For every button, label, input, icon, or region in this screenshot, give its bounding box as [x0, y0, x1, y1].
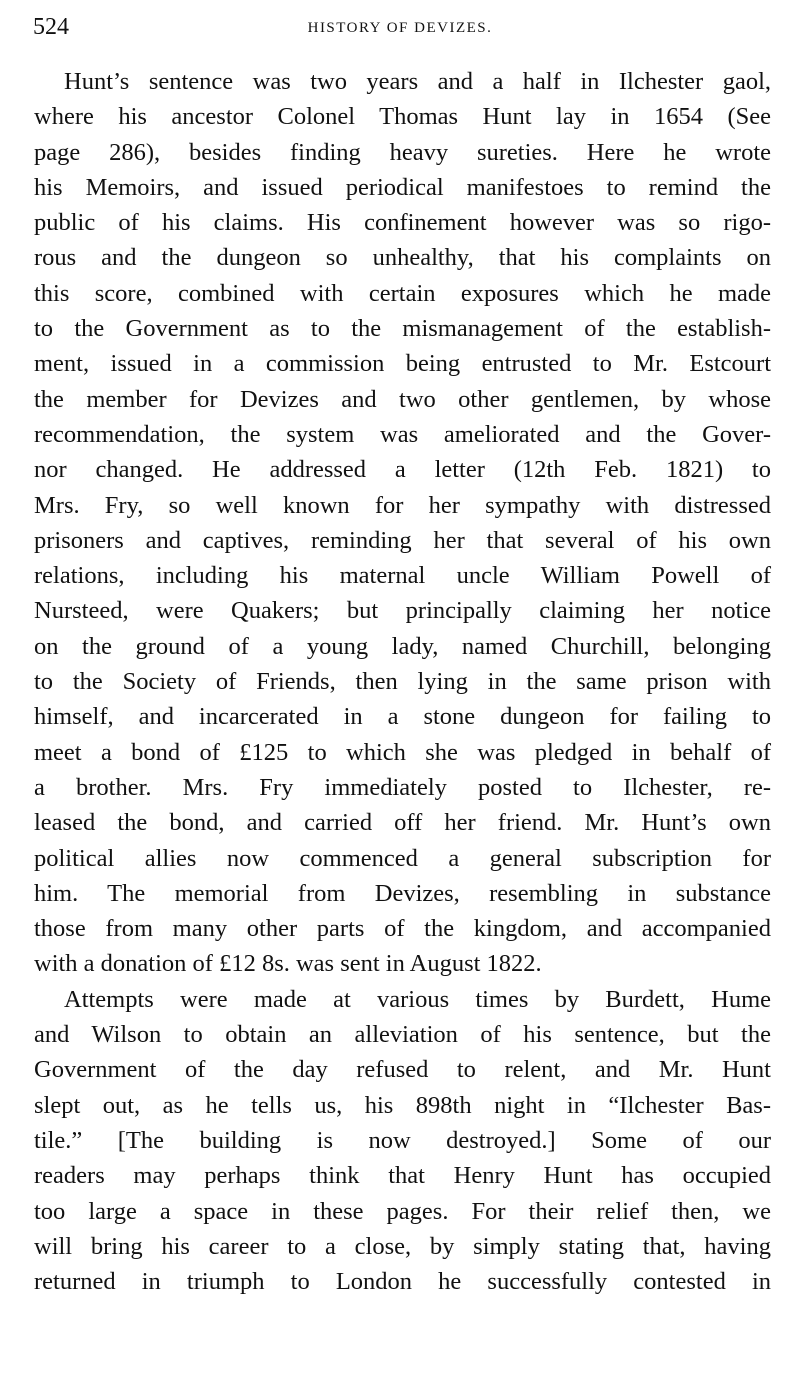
text-line: returned in triumph to London he successfully contested in	[34, 1268, 771, 1296]
text-line: on the ground of a young lady, named Churchill, belonging	[34, 632, 771, 660]
text-line: public of his claims. His confinement however was so rigo-	[34, 209, 771, 237]
text-line: the member for Devizes and two other gentlemen, by whose	[34, 385, 771, 413]
text-line: Nursteed, were Quakers; but principally claiming her notice	[34, 597, 771, 625]
text-line: relations, including his maternal uncle William Powell of	[34, 562, 771, 590]
text-line: to the Society of Friends, then lying in the same prison with	[34, 668, 771, 696]
text-line: will bring his career to a close, by simply stating that, having	[34, 1232, 771, 1260]
text-line: too large a space in these pages. For their relief then, we	[34, 1197, 771, 1225]
text-line: those from many other parts of the kingdom, and accompanied	[34, 915, 771, 943]
page-number: 524	[33, 14, 69, 40]
text-line: rous and the dungeon so unhealthy, that his complaints on	[34, 244, 771, 272]
text-line: readers may perhaps think that Henry Hunt has occupied	[34, 1162, 771, 1190]
page-body	[34, 64, 771, 1299]
text-line: to the Government as to the mismanagement of the establish-	[34, 315, 771, 343]
text-line: him. The memorial from Devizes, resembling in substance	[34, 879, 771, 907]
text-line: Government of the day refused to relent, and Mr. Hunt	[34, 1056, 771, 1084]
text-line: himself, and incarcerated in a stone dungeon for failing to	[34, 703, 771, 731]
text-line: Attempts were made at various times by Burdett, Hume	[64, 985, 771, 1013]
text-line: and Wilson to obtain an alleviation of his sentence, but the	[34, 1021, 771, 1049]
text-line: prisoners and captives, reminding her that several of his own	[34, 526, 771, 554]
text-line: nor changed. He addressed a letter (12th Feb. 1821) to	[34, 456, 771, 484]
text-line: this score, combined with certain exposures which he made	[34, 279, 771, 307]
text-line: Hunt’s sentence was two years and a half in Ilchester gaol,	[64, 68, 771, 95]
text-line: meet a bond of £125 to which she was pledged in behalf of	[34, 738, 771, 766]
text-line: where his ancestor Colonel Thomas Hunt lay in 1654 (See	[34, 103, 771, 131]
text-line: recommendation, the system was ameliorated and the Gover-	[34, 420, 771, 448]
text-line: leased the bond, and carried off her friend. Mr. Hunt’s own	[34, 809, 771, 837]
paragraph	[34, 64, 771, 982]
text-line: page 286), besides finding heavy sureties. Here he wrote	[34, 138, 771, 166]
paragraph	[34, 982, 771, 1300]
text-line: with a donation of £12 8s. was sent in August 1822.	[34, 950, 542, 978]
text-line: political allies now commenced a general subscription for	[34, 844, 771, 872]
text-line: his Memoirs, and issued periodical manifestoes to remind the	[34, 173, 771, 201]
text-line: a brother. Mrs. Fry immediately posted to Ilchester, re-	[34, 773, 771, 801]
text-line: ment, issued in a commission being entrusted to Mr. Estcourt	[34, 350, 771, 378]
text-line: tile.” [The building is now destroyed.] Some of our	[34, 1126, 771, 1154]
running-title: HISTORY OF DEVIZES.	[307, 20, 493, 36]
text-line: slept out, as he tells us, his 898th night in “Ilchester Bas-	[34, 1091, 771, 1119]
text-line: Mrs. Fry, so well known for her sympathy with distressed	[34, 491, 771, 519]
